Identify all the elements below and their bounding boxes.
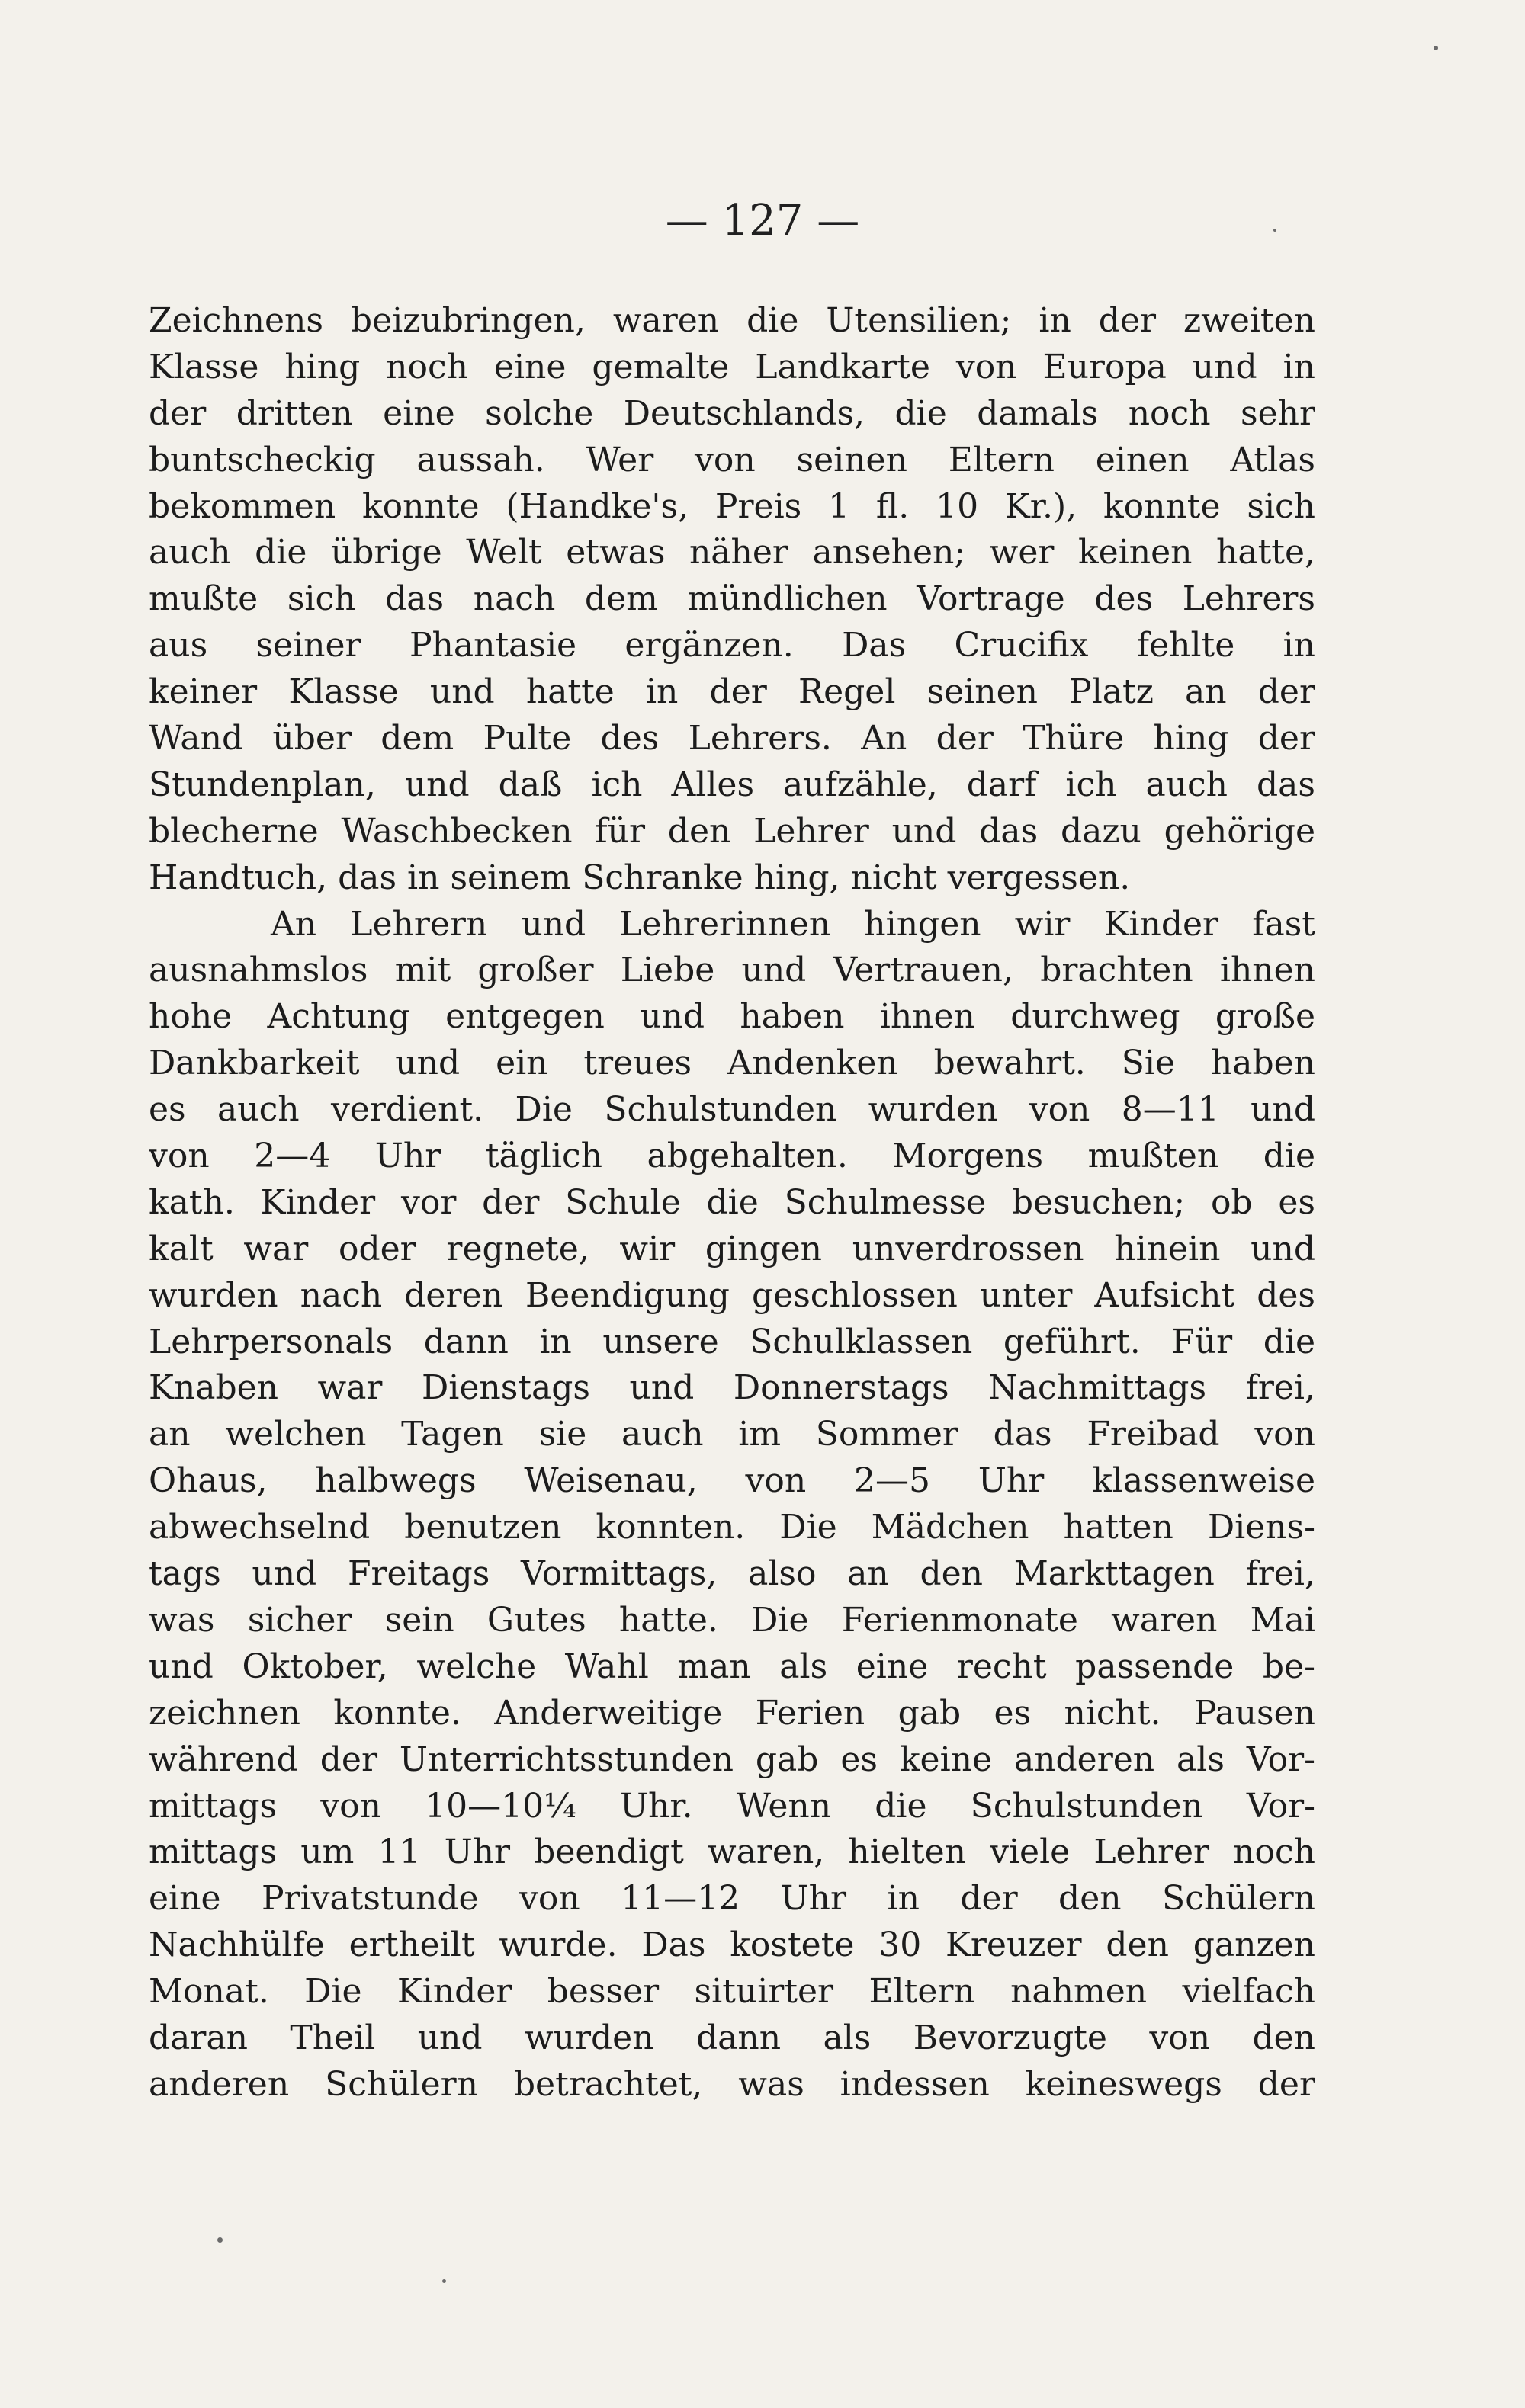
text-line: Stundenplan, und daß ich Alles aufzähle, darf ich auch das	[149, 765, 1315, 804]
text-line: während der Unterrichtsstunden gab es keine anderen als Vor-	[149, 1739, 1315, 1779]
text-line: Knaben war Dienstags und Donnerstags Nachmittags frei,	[149, 1368, 1315, 1408]
text-line: anderen Schülern betrachtet, was indessen keineswegs der	[149, 2064, 1315, 2104]
text-line: der dritten eine solche Deutschlands, die damals noch sehr	[149, 393, 1315, 433]
text-line: kath. Kinder vor der Schule die Schulmesse besuchen; ob es	[149, 1182, 1315, 1222]
text-line: mittags um 11 Uhr beendigt waren, hielten viele Lehrer noch	[149, 1832, 1315, 1872]
text-line: daran Theil und wurden dann als Bevorzugte von den	[149, 2018, 1315, 2057]
text-line: buntscheckig aussah. Wer von seinen Eltern einen Atlas	[149, 440, 1315, 479]
text-line: Dankbarkeit und ein treues Andenken bewahrt. Sie haben	[149, 1044, 1315, 1083]
text-line: Klasse hing noch eine gemalte Landkarte von Europa und in	[149, 347, 1315, 386]
text-line: und Oktober, welche Wahl man als eine recht passende be-	[149, 1646, 1315, 1686]
text-line: zeichnen konnte. Anderweitige Ferien gab es nicht. Pausen	[149, 1693, 1315, 1733]
page-number: — 127 —	[665, 196, 860, 245]
text-line: abwechselnd benutzen konnten. Die Mädchen hatten Diens-	[149, 1508, 1315, 1547]
text-line: Wand über dem Pulte des Lehrers. An der Thüre hing der	[149, 719, 1315, 758]
body-text	[149, 298, 1315, 2108]
text-line: es auch verdient. Die Schulstunden wurden von 8—11 und	[149, 1090, 1315, 1130]
text-line: aus seiner Phantasie ergänzen. Das Crucifix fehlte in	[149, 626, 1315, 665]
text-line: von 2—4 Uhr täglich abgehalten. Morgens mußten die	[149, 1137, 1315, 1176]
text-line: Zeichnens beizubringen, waren die Utensilien; in der zweiten	[149, 301, 1315, 340]
text-line: mußte sich das nach dem mündlichen Vortrage des Lehrers	[149, 579, 1315, 619]
text-line: auch die übrige Welt etwas näher ansehen; wer keinen hatte,	[149, 533, 1315, 572]
text-line: was sicher sein Gutes hatte. Die Ferienmonate waren Mai	[149, 1600, 1315, 1640]
paper-speck	[1434, 46, 1438, 50]
text-line: mittags von 10—10¼ Uhr. Wenn die Schulstunden Vor-	[149, 1786, 1315, 1826]
text-line: Lehrpersonals dann in unsere Schulklassen geführt. Für die	[149, 1322, 1315, 1361]
text-line: blecherne Waschbecken für den Lehrer und das dazu gehörige	[149, 811, 1315, 851]
text-line: kalt war oder regnete, wir gingen unverdrossen hinein und	[149, 1229, 1315, 1268]
text-line: wurden nach deren Beendigung geschlossen unter Aufsicht des	[149, 1275, 1315, 1315]
text-line: Nachhülfe ertheilt wurde. Das kostete 30 Kreuzer den ganzen	[149, 1925, 1315, 1965]
text-line: Handtuch, das in seinem Schranke hing, nicht vergessen.	[149, 858, 1131, 897]
text-line: Ohaus, halbwegs Weisenau, von 2—5 Uhr klassenweise	[149, 1461, 1315, 1501]
paper-speck	[217, 2237, 223, 2243]
text-line: Monat. Die Kinder besser situirter Eltern nahmen vielfach	[149, 1972, 1315, 2012]
text-line: keiner Klasse und hatte in der Regel seinen Platz an der	[149, 672, 1315, 712]
paper-speck	[1273, 229, 1276, 232]
paragraph-first-line: An Lehrern und Lehrerinnen hingen wir Kinder fast	[271, 904, 1315, 944]
text-line: ausnahmslos mit großer Liebe und Vertrauen, brachten ihnen	[149, 951, 1315, 990]
text-line: tags und Freitags Vormittags, also an den Markttagen frei,	[149, 1554, 1315, 1594]
text-line: hohe Achtung entgegen und haben ihnen durchweg große	[149, 997, 1315, 1037]
text-line: an welchen Tagen sie auch im Sommer das Freibad von	[149, 1415, 1315, 1454]
text-line: bekommen konnte (Handke's, Preis 1 fl. 10 Kr.), konnte sich	[149, 486, 1315, 526]
text-line: eine Privatstunde von 11—12 Uhr in der den Schülern	[149, 1879, 1315, 1919]
paper-speck	[442, 2279, 446, 2283]
